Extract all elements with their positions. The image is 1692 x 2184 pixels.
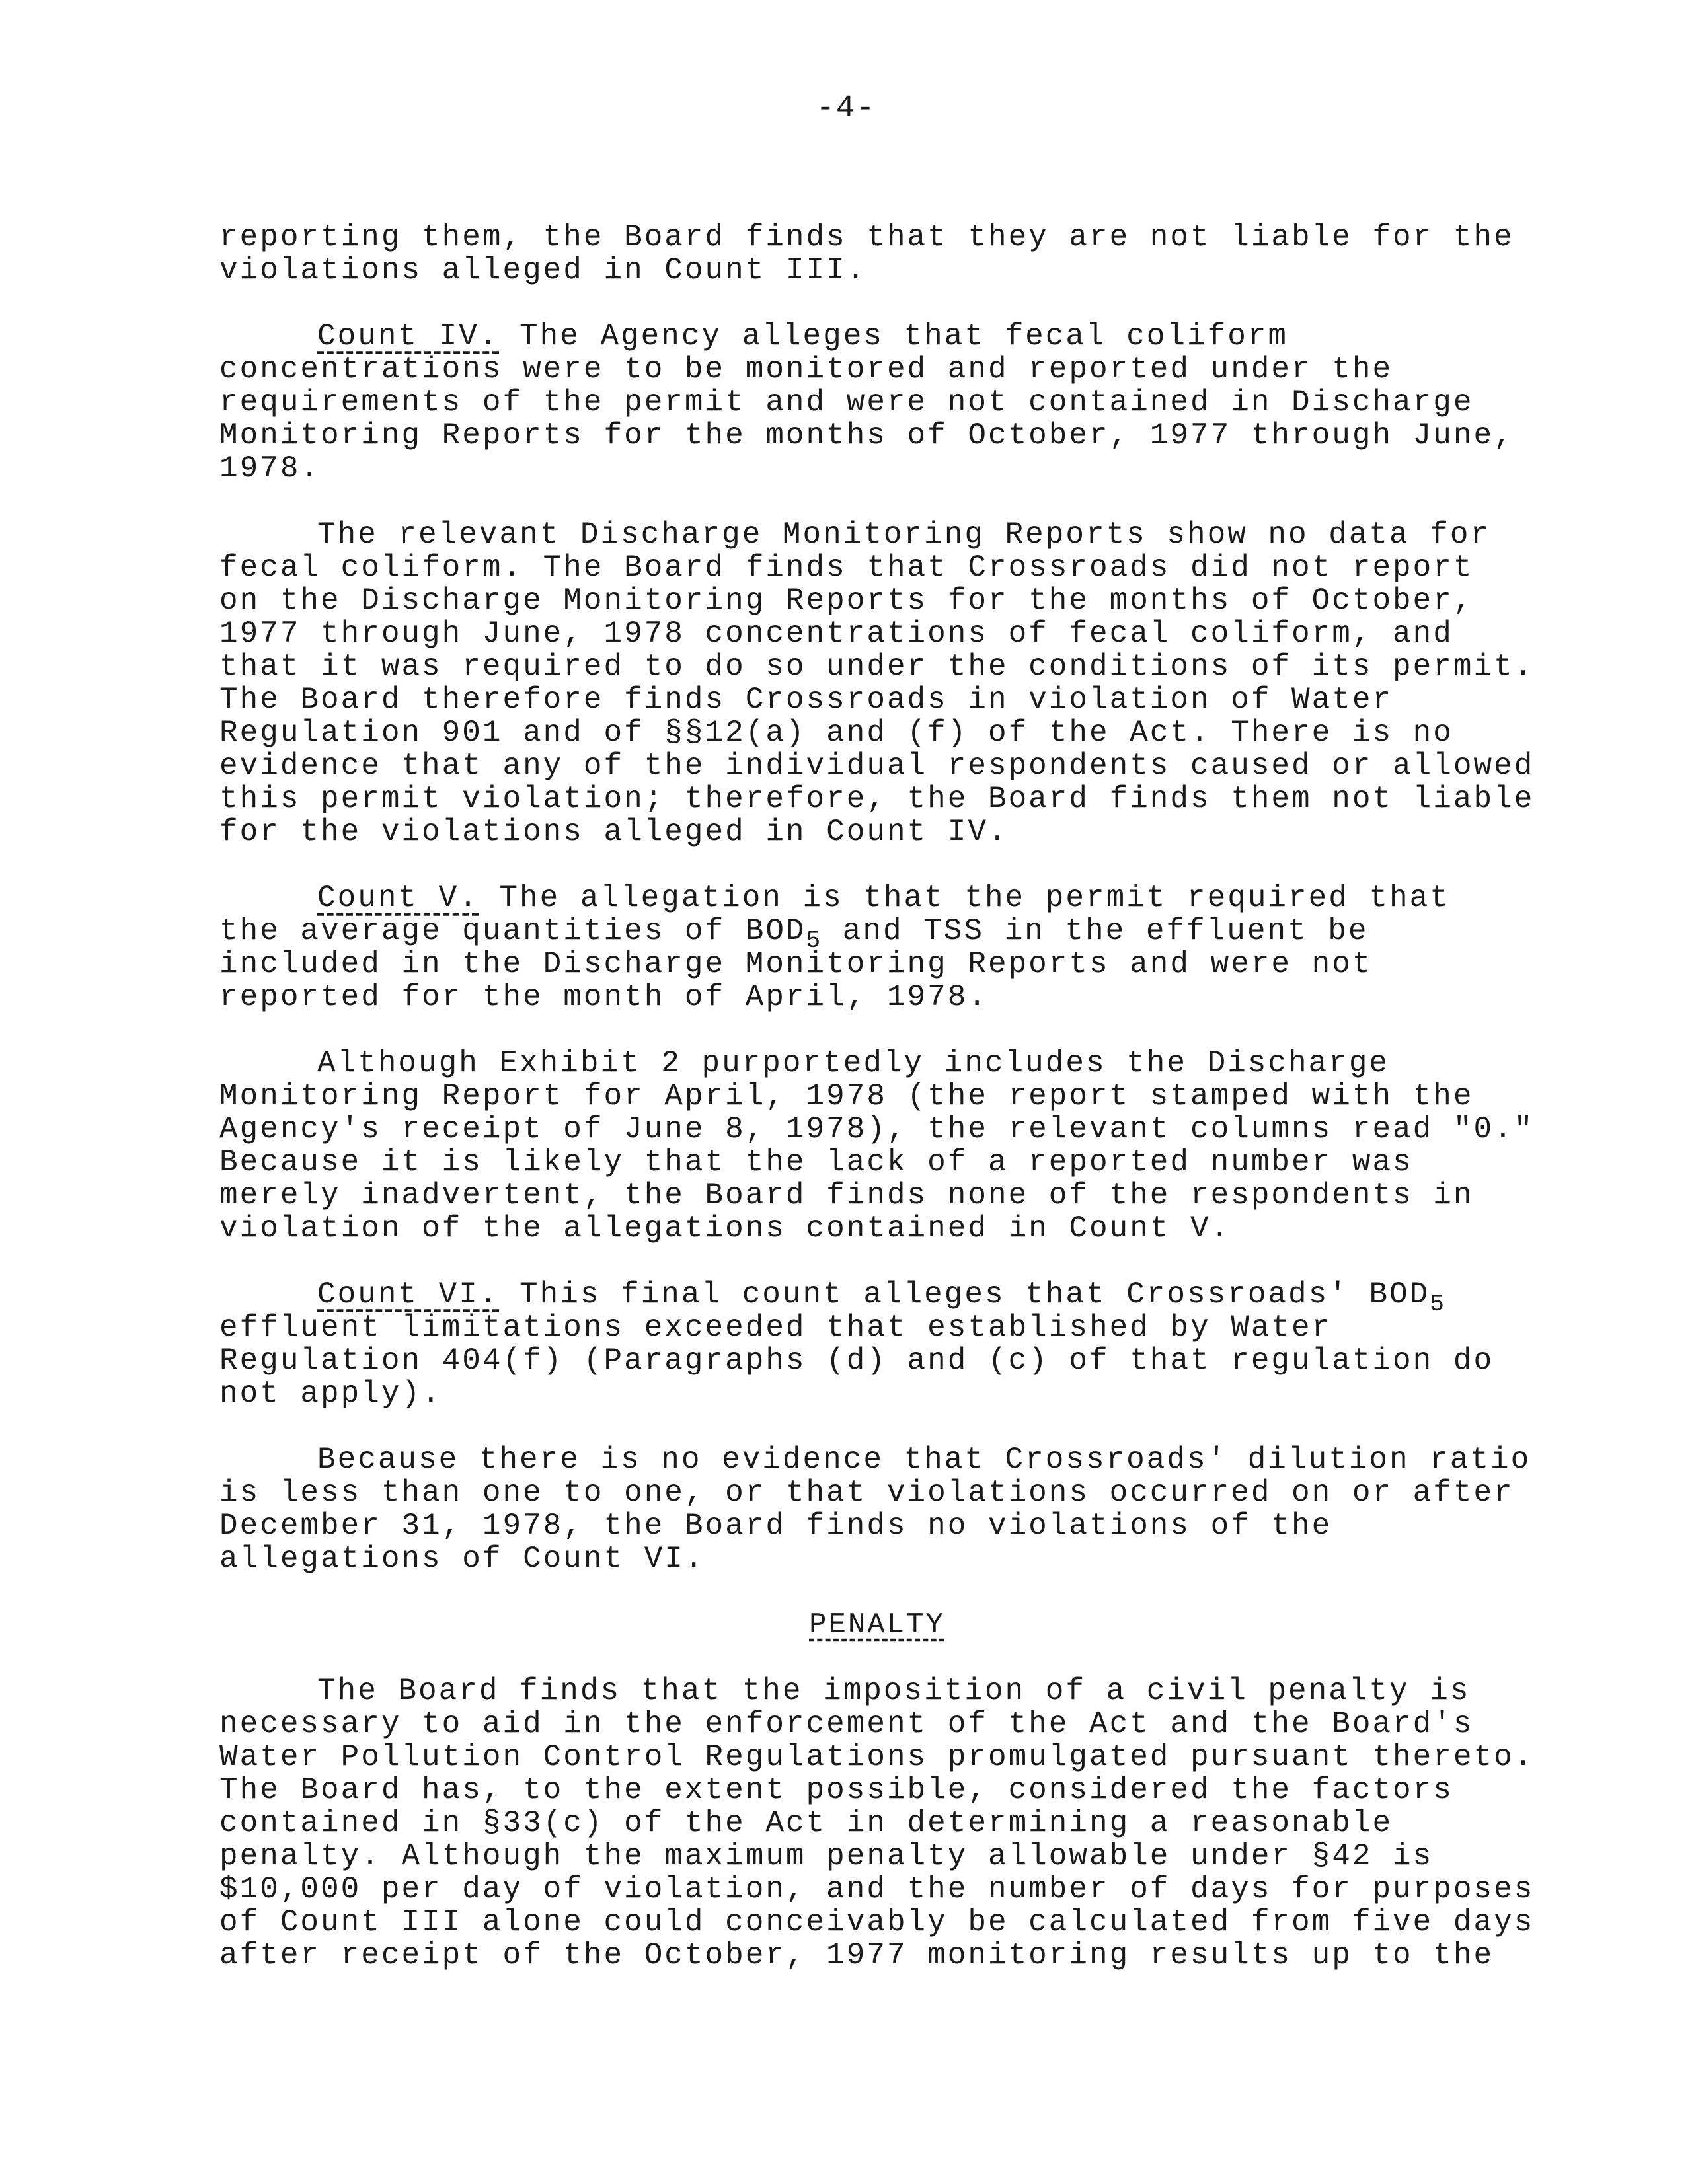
count-v-text-b: and TSS in the effluent be included in the Discharge Monitoring Reports and were not reported for the month of April, 1978. (219, 914, 1373, 1014)
paragraph-count-v (219, 882, 1535, 1014)
count-vi-text-b: effluent limitations exceeded that established by Water Regulation 404(f) (Paragraphs (d) and (c) of that regulation do not apply). (219, 1310, 1494, 1411)
count-vi-text-a: This final count alleges that Crossroads' BOD (499, 1277, 1430, 1312)
count-v-subscript: 5 (806, 927, 823, 954)
section-heading-penalty (219, 1608, 1535, 1641)
count-iv-text: The Agency alleges that fecal coliform concentrations were to be monitored and reported under the requirements of the permit and were not contained in Discharge Monitoring Reports for the months of October, 1977 through June, 1978. (219, 319, 1514, 486)
paragraph-penalty: The Board finds that the imposition of a civil penalty is necessary to aid in the enforcement of the Act and the Board's Water Pollution Control Regulations promulgated pursuant thereto. The Board has, to the extent possible, considered the factors contained in §33(c) of the Act in determining a reasonable penalty. Although the maximum penalty allowable under §42 is $10,000 per day of violation, and the number of days for purposes of Count III alone could conceivably be calculated from five days after receipt of the October, 1977 monitoring results up to the (219, 1674, 1535, 1973)
count-vi-subscript: 5 (1430, 1291, 1446, 1318)
count-v-heading: Count V. (317, 881, 479, 915)
paragraph-exhibit-2: Although Exhibit 2 purportedly includes the Discharge Monitoring Report for April, 1978 (the report stamped with the Agency's receipt of June 8, 1978), the relevant columns read "0." Because it is likely that the lack of a reported number was merely inadvertent, the Board finds none of the respondents in violation of the allegations contained in Count V. (219, 1046, 1535, 1246)
page-number: -4- (816, 91, 876, 126)
count-vi-heading: Count VI. (317, 1277, 500, 1312)
penalty-heading-text: PENALTY (809, 1608, 945, 1641)
paragraph-dilution-ratio: Because there is no evidence that Crossroads' dilution ratio is less than one to one, or that violations occurred on or after December 31, 1978, the Board finds no violations of the allegations of Count VI. (219, 1443, 1531, 1576)
paragraph-count-iv (219, 320, 1535, 485)
paragraph-count-vi (219, 1278, 1535, 1410)
paragraph-count-iii-conclusion: reporting them, the Board finds that they are not liable for the violations alleged in Count III. (219, 220, 1514, 287)
count-v-text-a: The allegation is that the permit required that the average quantities of BOD (219, 881, 1450, 948)
paragraph-fecal-coliform-finding: The relevant Discharge Monitoring Reports show no data for fecal coliform. The Board finds that Crossroads did not report on the Discharge Monitoring Reports for the months of October, 1977 through June, 1978 concentrations of fecal coliform, and that it was required to do so under the conditions of its permit. The Board therefore finds Crossroads in violation of Water Regulation 901 and of §§12(a) and (f) of the Act. There is no evidence that any of the individual respondents caused or allowed this permit violation; therefore, the Board finds them not liable for the violations alleged in Count IV. (219, 517, 1535, 849)
count-iv-heading: Count IV. (317, 319, 500, 354)
document-body (219, 221, 1535, 2005)
